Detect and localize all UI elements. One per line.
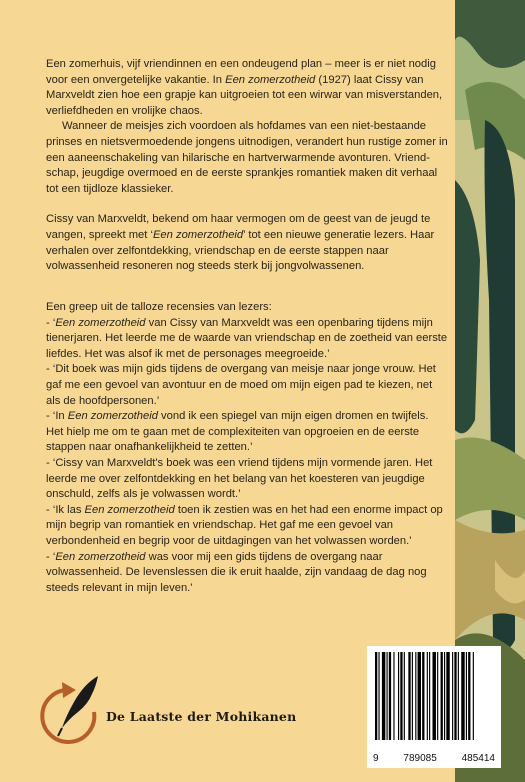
barcode-bar	[441, 652, 443, 740]
description-paragraph-3: Cissy van Marxveldt, bekend om haar vermogen om de geest van de jeugd te vangen, spreekt met ‘Een zomerzotheid’ tot een nieuwe generatie lezers. Haar verhalen over zelfontdekking, vriendschap en de eerste stappen naar volwassenheid resoneren nog steeds sterk bij jongvolwassenen.	[46, 213, 435, 273]
barcode-bar	[418, 652, 421, 740]
barcode-digits-left: 789085	[403, 753, 437, 764]
barcode-bar	[444, 652, 445, 740]
barcode-bar	[422, 652, 424, 740]
review-2: - ‘Dit boek was mijn gids tijdens de overgang van meisje naar jonge vrouw. Het gaf me een gevoel van avontuur en de moed om mijn eigen pad te kiezen, net als de hoofdpersonen.’	[46, 363, 436, 407]
review-6: - ‘Een zomerzotheid was voor mij een gids tijdens de overgang naar volwassenheid. De levenslessen die ik eruit haalde, zijn vandaag de dag nog steeds relevant in mijn leven.'	[46, 550, 427, 594]
barcode-bar	[400, 652, 402, 740]
barcode-bar	[468, 652, 470, 740]
barcode-bar	[393, 652, 394, 740]
review-3: - ‘In Een zomerzotheid vond ik een spiegel van mijn eigen dromen en twijfels. Het hielp me om te gaan met de complexiteiten van opgroeien en de eerste stappen naar onafhankelijkheid te zetten.’	[46, 410, 429, 454]
reader-reviews	[46, 300, 448, 596]
barcode-bar	[437, 652, 438, 740]
barcode-bar	[427, 652, 428, 740]
barcode-bar	[404, 652, 405, 740]
barcode-bar	[429, 652, 430, 740]
barcode-bar	[389, 652, 391, 740]
description-paragraph-1: Een zomerhuis, vijf vriendinnen en een ondeugend plan – meer is er niet nodig voor een onvergetelijke vakantie. In Een zomerzotheid (1927) laat Cissy van Marxveldt zien hoe een grapje kan uitgroeien tot een wirwar van misverstanden, verliefdheden en vrolijke chaos.	[46, 58, 443, 117]
barcode-bar	[446, 652, 449, 740]
barcode-bar	[378, 652, 379, 740]
barcode-number	[367, 753, 501, 764]
quill-arrow-logo-icon	[36, 672, 106, 752]
barcode-bar	[454, 652, 456, 740]
barcode-bar	[461, 652, 464, 740]
isbn-barcode	[367, 646, 501, 768]
description-paragraph-2: Wanneer de meisjes zich voordoen als hofdames van een niet-bestaande prinses en nietsvermoedende jongens uitnodigen, verandert hun rustige zomer in een aaneenschakeling van hilarische en hartverwarmende avonturen. Vriend-schap, jeugdige overmoed en de eerste sprankjes romantiek maken dit verhaal tot een tijdloze klassieker.	[46, 120, 448, 195]
barcode-bars	[367, 646, 501, 746]
book-description	[46, 57, 448, 275]
barcode-bar	[473, 652, 474, 740]
publisher-logo	[36, 672, 356, 752]
barcode-bar	[398, 652, 399, 740]
barcode-bar	[433, 652, 436, 740]
barcode-bar	[458, 652, 459, 740]
reviews-intro: Een greep uit de talloze recensies van lezers:	[46, 301, 272, 313]
review-5: - ‘Ik las Een zomerzotheid toen ik zestien was en het had een enorme impact op mijn begrip van romantiek en vriendschap. Het gaf me een gevoel van verbondenheid en begrip voor de uitdagingen van het volwassen worden.'	[46, 503, 443, 547]
barcode-bar	[387, 652, 388, 740]
barcode-digits-right: 485414	[461, 753, 495, 764]
barcode-bar	[415, 652, 416, 740]
review-1: - ‘Een zomerzotheid van Cissy van Marxveldt was een openbaring tijdens mijn tienerjaren. Het leerde me de waarde van vriendschap en de zoetheid van eerste liefdes. Het was alsof ik met de personages meegroeide.’	[46, 316, 448, 360]
barcode-bar	[466, 652, 467, 740]
review-4: - ‘Cissy van Marxveldt's boek was een vriend tijdens mijn vormende jaren. Het leerde me over zelfontdekking en het belang van het koesteren van jeugdige onschuld, zelfs als je volwassen wordt.’	[46, 456, 433, 501]
barcode-digit-prefix: 9	[373, 753, 379, 764]
barcode-bar	[452, 652, 453, 740]
barcode-bar	[408, 652, 410, 740]
barcode-bar	[382, 652, 385, 740]
publisher-name: De Laatste der Mohikanen	[106, 709, 297, 724]
barcode-bar	[412, 652, 413, 740]
barcode-bar	[375, 652, 377, 740]
